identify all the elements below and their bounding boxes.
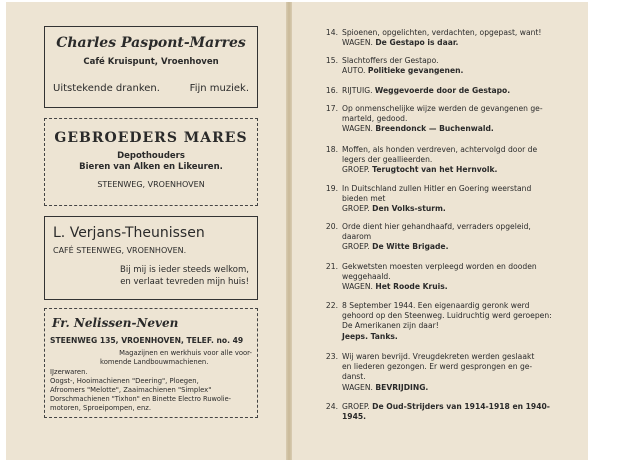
program-item-number: 21.: [325, 262, 338, 271]
program-item-number: 16.: [325, 86, 338, 95]
program-item-answer: [342, 86, 564, 96]
program-item-number: 24.: [325, 402, 338, 411]
program-item-number: 15.: [325, 56, 338, 65]
program-item-text: Orde dient hier gehandhaafd, verraders opgeleid,: [342, 222, 531, 231]
program-item-answer: [342, 402, 564, 422]
program-item-answer: [342, 383, 564, 393]
program-item-label: WAGEN.: [342, 382, 376, 392]
program-item-answer-value: Den Volks-sturm.: [372, 204, 446, 214]
ad-mares-line2: Bieren van Alken en Likeuren.: [79, 162, 223, 172]
book-gutter: [286, 2, 292, 460]
program-item-label: WAGEN.: [342, 38, 376, 48]
program-item-body: [342, 86, 564, 96]
program-item-answer-value: De Witte Brigade.: [372, 242, 449, 252]
program-item-body: [342, 402, 564, 422]
ad-verjans: [44, 216, 258, 300]
ad-verjans-line2: en verlaat tevreden mijn huis!: [120, 277, 249, 287]
program-item-label: GROEP.: [342, 204, 373, 214]
program-item-number: 20.: [325, 222, 338, 231]
program-item-text: daarom: [342, 232, 372, 242]
program-item-number: 18.: [325, 145, 338, 154]
program-item-answer: [342, 124, 564, 134]
program-item-text: Slachtoffers der Gestapo.: [342, 56, 439, 65]
program-item-answer: [342, 332, 564, 342]
program-item-text: marteld, gedood.: [342, 114, 408, 124]
program-item-answer: [342, 165, 564, 175]
program-item-text: legers der geallieerden.: [342, 155, 433, 165]
program-item-body: [342, 222, 564, 253]
program-item-answer-value: Politieke gevangenen.: [367, 66, 464, 76]
ad-nelissen-line3: IJzerwaren.: [50, 368, 88, 376]
ad-verjans-sub: CAFÉ STEENWEG, VROENHOVEN.: [53, 246, 187, 255]
program-item-label: WAGEN.: [342, 124, 376, 134]
ad-mares-name: GEBROEDERS MARES: [54, 130, 248, 146]
program-item-text: De Amerikanen zijn daar!: [342, 321, 439, 331]
program-item-label: WAGEN.: [342, 282, 376, 292]
program-item-number: 19.: [325, 184, 338, 193]
program-item-number: 22.: [325, 301, 338, 310]
program-item-answer-value: BEVRIJDING.: [375, 382, 429, 392]
program-item-answer: [342, 242, 564, 252]
ad-nelissen-line6: Dorschmachienen "Tixhon" en Binette Electro Ruwolie-: [50, 395, 232, 403]
program-item-body: [342, 301, 564, 342]
ad-paspont-sub: Café Kruispunt, Vroenhoven: [83, 57, 219, 67]
ad-nelissen-line2: komende Landbouwmachienen.: [100, 358, 209, 366]
program-item-text: 8 September 1944. Een eigenaardig geronk werd: [342, 301, 530, 310]
program-item-body: [342, 352, 564, 393]
program-item-label: GROEP.: [342, 165, 373, 175]
program-item-text: Gekwetsten moesten verpleegd worden en dooden: [342, 262, 537, 271]
ad-nelissen-line5: Afroomers "Melotte", Zaaimachienen "Simplex": [50, 386, 212, 394]
program-item-label: AUTO.: [342, 66, 368, 76]
program-item-answer-value: Breendonck — Buchenwald.: [375, 124, 494, 134]
ad-nelissen-address: STEENWEG 135, VROENHOVEN, TELEF. no. 49: [50, 336, 244, 345]
program-item-number: 14.: [325, 28, 338, 37]
ad-mares-line3: STEENWEG, VROENHOVEN: [97, 180, 205, 189]
program-item-body: [342, 56, 564, 76]
ad-nelissen-line1: Magazijnen en werkhuis voor alle voor-: [119, 349, 252, 357]
program-item-text: en liederen gezongen. Er werd gesprongen en ge-: [342, 362, 533, 372]
program-item-text: bieden met: [342, 194, 386, 204]
program-item-answer: [342, 66, 564, 76]
ad-nelissen-name: Fr. Nelissen-Neven: [52, 316, 179, 330]
program-item-number: 23.: [325, 352, 338, 361]
program-item-answer: [342, 204, 564, 214]
program-item-body: [342, 145, 564, 176]
program-item-answer: [342, 38, 564, 48]
ad-nelissen: [44, 308, 258, 418]
program-item-text: In Duitschland zullen Hitler en Goering weerstand: [342, 184, 532, 193]
ad-mares-line1: Depothouders: [117, 151, 185, 161]
ad-paspont-left: Uitstekende dranken.: [53, 83, 160, 94]
program-item-text: Op onmenschelijke wijze werden de gevangenen ge-: [342, 104, 543, 113]
program-item-answer: [342, 282, 564, 292]
ad-verjans-name: L. Verjans-Theunissen: [53, 225, 205, 241]
program-item-body: [342, 104, 564, 135]
ad-paspont-name: Charles Paspont-Marres: [56, 35, 246, 51]
program-item-body: [342, 28, 564, 48]
program-item-text: weggehaald.: [342, 272, 391, 282]
ad-nelissen-line4: Oogst-, Hooimachienen "Deering", Ploegen,: [50, 377, 199, 385]
program-item-text: danst.: [342, 372, 366, 382]
program-item-answer-value: Weggevoerde door de Gestapo.: [374, 86, 511, 95]
program-item-body: [342, 262, 564, 293]
program-item-text: Moffen, als honden verdreven, achtervolgd door de: [342, 145, 538, 154]
ad-nelissen-line7: motoren, Sproeipompen, enz.: [50, 404, 151, 412]
program-item-text: Wij waren bevrijd. Vreugdekreten werden geslaakt: [342, 352, 535, 361]
program-item-answer-value: Jeeps. Tanks.: [342, 331, 398, 341]
ad-paspont-right: Fijn muziek.: [189, 83, 249, 94]
program-item-answer-value: Terugtocht van het Hernvolk.: [372, 165, 498, 175]
program-item-body: [342, 184, 564, 215]
ad-paspont: [44, 26, 258, 108]
ad-mares: [44, 118, 258, 206]
program-item-number: 17.: [325, 104, 338, 113]
program-item-label: GROEP.: [342, 242, 373, 252]
program-item-label: RIJTUIG.: [342, 86, 375, 95]
program-item-answer-value: De Oud-Strijders van 1914-1918 en 1940-1945.: [342, 402, 550, 422]
ad-verjans-line1: Bij mij is ieder steeds welkom,: [120, 265, 249, 275]
program-item-answer-value: De Gestapo is daar.: [375, 38, 459, 48]
program-item-answer-value: Het Roode Kruis.: [375, 282, 448, 292]
program-item-label: GROEP.: [342, 402, 373, 411]
program-item-text: Spioenen, opgelichten, verdachten, opgepast, want!: [342, 28, 542, 37]
program-item-text: gehoord op den Steenweg. Luidruchtig werd geroepen:: [342, 311, 552, 321]
